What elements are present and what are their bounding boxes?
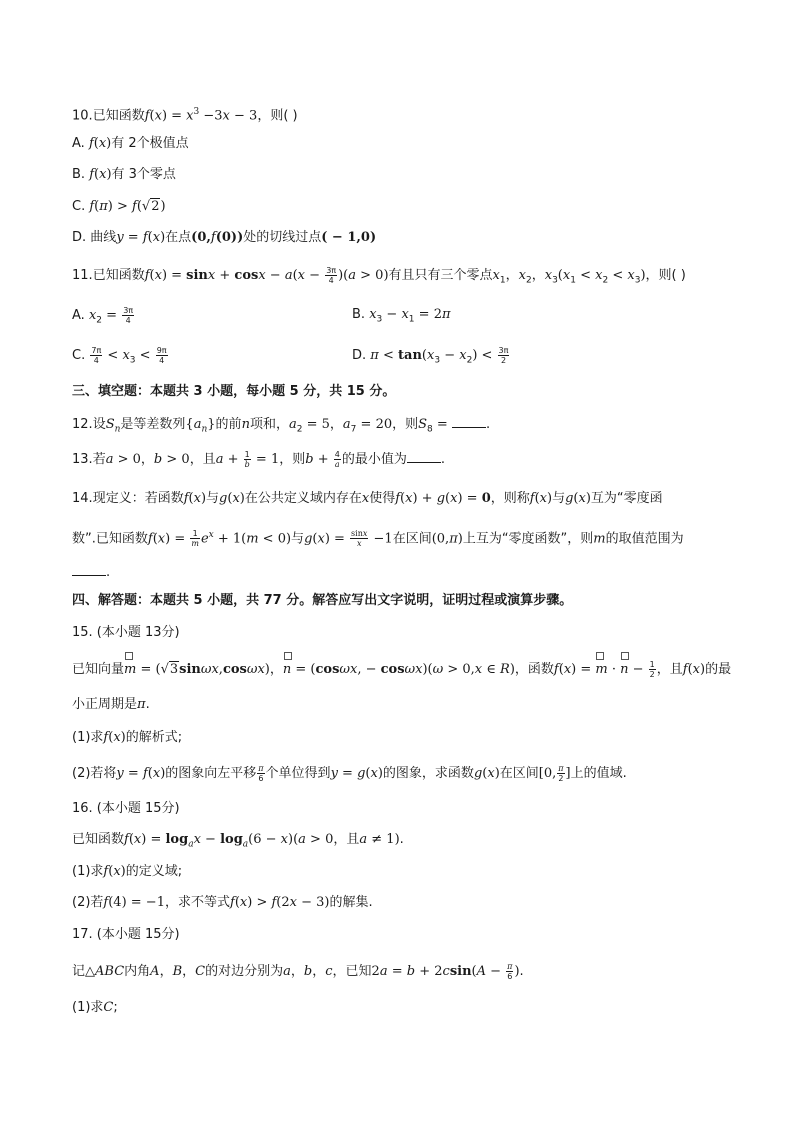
q11-option-c: C. $\frac{7\pi}{4}$ < $x_3$ < $\frac{9\pi}{4}$ [72,346,167,366]
q14-answer-line: . [72,563,110,582]
q12-stem: 12.设$S_n$是等差数列$\{a_n\}$的前n项和，$a_2 = 5$，$a_7 = 20$，则$S_8$ = . [72,417,491,435]
q11-number: 11. [72,268,93,283]
section-4-heading: 四、解答题：本题共 5 小题，共 77 分。解答应写出文字说明，证明过程或演算步骤。 [72,593,573,608]
section-3-heading: 三、填空题：本题共 3 小题，每小题 5 分，共 15 分。 [72,384,396,399]
q16-stem: 已知函数$f(x) = \log_ax - \log_a(6 - x)(a > 0$，且a ≠ 1). [72,832,404,850]
q15-part2: (2)若将y = f(x)的图象向左平移 $\frac{\pi}{6}$ 个单位得到y = g(x)的图象，求函数g(x)在区间[0, $\frac{\pi}{2}$ ]上的值域. [72,764,627,783]
q11-option-a: A. $x_2$ = $\frac{3\pi}{4}$ [72,306,134,326]
answer-blank[interactable] [407,450,441,463]
q13-stem: 13.若a > 0，b > 0，且a + $\frac{1}{b}$ = 1，则b + $\frac{4}{a}$ 的最小值为 . [72,450,445,469]
q10-option-d: D. 曲线y = f(x)在点(0,f(0))处的切线过点( − 1,0) [72,230,377,245]
q17-header: 17. (本小题 15分) [72,927,180,942]
q16-header: 16. (本小题 15分) [72,801,180,816]
q17-stem: 记△ABC内角A，B，C的对边分别为a，b，c，已知2a = b + 2csin(A − $\frac{\pi}{6}$ ). [72,962,524,981]
q15-stem-line1: 已知向量m = (√3sinωx,cosωx)，n = (cosωx, − cosωx)(ω > 0,x ∈ R)，函数f(x) = m · n − $\frac{1}{2}$ ，且f(x)的最 [72,660,731,679]
answer-blank[interactable] [452,415,486,428]
q15-part1: (1)求f(x)的解析式; [72,730,183,745]
q10-number: 10. [72,108,93,124]
q15-header: 15. (本小题 13分) [72,625,180,640]
q11-stem: 11.已知函数f(x) = sinx + cosx − a(x − $\frac{3\pi}{4}$ )(a > 0)有且只有三个零点$x_1$，$x_2$，$x_3(x_1 < x_2 < x_3)$，则( ) [72,266,686,286]
q14-stem-line1: 14.现定义：若函数f(x)与g(x)在公共定义域内存在x使得f(x) + g(x) = 0，则称f(x)与g(x)互为“零度函 [72,491,663,506]
q15-stem-line2: 小正周期是π. [72,697,150,712]
q17-part1: (1)求C; [72,1000,118,1015]
q10-option-a: A. f(x)有 2个极值点 [72,136,189,151]
q10-option-c: C. f(π) > f(√2) [72,199,166,214]
q14-stem-line2: 数”.已知函数f(x) = $\frac{1}{m}$ $e^x + 1(m < 0)$与g(x) = $\frac{\sin x}{x}$ −1在区间(0,π)上互为“零度函数”，则m的取值范围为 [72,529,684,549]
q16-part2: (2)若f(4) = −1，求不等式f(x) > f(2x − 3)的解集. [72,895,373,910]
q10-option-b: B. f(x)有 3个零点 [72,167,176,182]
q11-option-d: D. $\pi < \tan(x_3 - x_2)$ < $\frac{3\pi}{2}$ [352,346,509,366]
q11-option-b: B. $x_3 - x_1 = 2\pi$ [352,307,451,325]
answer-blank[interactable] [72,563,106,576]
q10-stem: 10.已知函数$f(x) = x^3 -3x - 3$，则( ) [72,107,298,124]
q16-part1: (1)求f(x)的定义域; [72,864,183,879]
